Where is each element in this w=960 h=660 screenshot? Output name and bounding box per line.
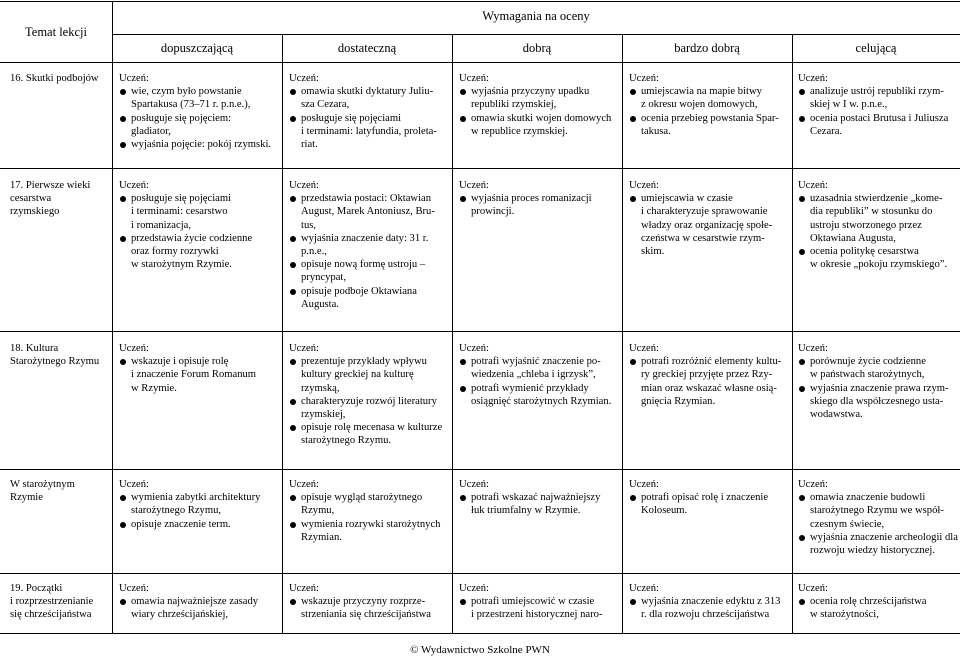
requirement-line: gnięcia Rzymian. <box>641 395 716 407</box>
requirement-line: Augusta. <box>301 298 339 310</box>
requirement-list <box>459 595 619 621</box>
requirement-item <box>289 112 449 152</box>
requirement-item <box>119 518 279 531</box>
student-label: Uczeń: <box>119 180 149 191</box>
requirement-cell <box>289 342 449 448</box>
student-label: Uczeń: <box>629 583 659 594</box>
requirement-item <box>798 112 958 138</box>
table-column-rule <box>112 1 113 633</box>
requirement-line: potrafi opisać rolę i znaczenie <box>641 492 769 504</box>
requirement-item <box>629 355 789 408</box>
requirement-item <box>119 355 279 395</box>
student-label: Uczeń: <box>459 479 489 490</box>
requirement-item <box>629 192 789 258</box>
requirement-list <box>289 491 449 544</box>
student-label: Uczeń: <box>798 583 828 594</box>
requirement-list <box>119 595 279 621</box>
requirement-line: skiego dla współczesnego usta- <box>810 395 944 407</box>
student-label: Uczeń: <box>289 343 319 354</box>
requirement-list <box>798 355 958 421</box>
requirement-item <box>798 382 958 422</box>
requirement-line: potrafi wyjaśnić znaczenie po- <box>471 356 601 368</box>
student-label: Uczeń: <box>629 180 659 191</box>
student-label: Uczeń: <box>798 343 828 354</box>
requirement-line: rozwoju wiedzy historycznej. <box>810 545 936 557</box>
requirement-cell <box>459 179 619 219</box>
requirement-line: umiejscawia na mapie bitwy <box>641 86 762 98</box>
requirement-line: wyjaśnia proces romanizacji <box>471 193 592 205</box>
requirement-line: wskazuje i opisuje rolę <box>131 356 229 368</box>
requirement-line: gladiator, <box>131 125 171 137</box>
requirement-line: r. dla rozwoju chrześcijaństwa <box>641 609 770 621</box>
grade-header-3: dobrą <box>522 41 552 55</box>
lesson-topic <box>10 179 110 219</box>
requirement-line: i charakteryzuje sprawowanie <box>641 206 768 218</box>
table-rule <box>0 331 960 332</box>
requirement-line: Rzymian. <box>301 531 342 543</box>
requirement-line: riat. <box>301 139 318 151</box>
requirement-line: i terminami: cesarstwo <box>131 206 228 218</box>
requirement-item <box>459 355 619 381</box>
requirement-list <box>289 355 449 447</box>
requirement-line: w państwach starożytnych, <box>810 369 925 381</box>
requirement-item <box>459 192 619 218</box>
requirement-item <box>119 232 279 272</box>
requirement-line: uzasadnia stwierdzenie „kome- <box>810 193 943 205</box>
requirement-cell <box>119 72 279 151</box>
table-column-rule <box>282 34 283 633</box>
requirement-item <box>629 491 789 517</box>
requirement-line: i terminami: latyfundia, proleta- <box>301 125 437 137</box>
table-rule <box>0 573 960 574</box>
requirement-item <box>119 595 279 621</box>
lesson-topic <box>10 72 110 85</box>
requirement-line: posługuje się pojęciami <box>131 193 232 205</box>
requirement-item <box>289 355 449 395</box>
lesson-topic-line: 17. Pierwsze wieki <box>10 180 91 191</box>
student-label: Uczeń: <box>119 343 149 354</box>
table-rule <box>0 62 960 63</box>
requirement-line: rzymskiej, <box>301 409 346 421</box>
requirement-line: pryncypat, <box>301 272 347 284</box>
requirement-line: oraz formy rozrywki <box>131 246 219 258</box>
requirement-line: kultury greckiej na kulturę <box>301 369 414 381</box>
requirement-line: opisuje podboje Oktawiana <box>301 285 417 297</box>
requirement-line: takusa. <box>641 125 671 137</box>
requirement-item <box>798 192 958 245</box>
requirement-cell <box>798 179 958 271</box>
student-label: Uczeń: <box>798 479 828 490</box>
requirement-list <box>119 355 279 395</box>
requirement-item <box>289 285 449 311</box>
table-rule <box>112 34 960 35</box>
requirement-cell <box>119 478 279 531</box>
requirement-line: wiedzenia „chleba i igrzysk”, <box>471 369 596 381</box>
requirement-list <box>798 192 958 271</box>
requirement-line: umiejscawia w czasie <box>641 193 733 205</box>
student-label: Uczeń: <box>629 73 659 84</box>
requirement-line: ocenia przebieg powstania Spar- <box>641 112 779 124</box>
requirement-line: wskazuje przyczyny rozprze- <box>301 596 426 608</box>
requirement-cell <box>629 342 789 408</box>
grade-header-1: dopuszczającą <box>160 41 234 55</box>
requirement-line: skiej w I w. p.n.e., <box>810 99 888 111</box>
requirement-line: charakteryzuje rozwój literatury <box>301 395 437 407</box>
requirement-line: starożytnego Rzymu. <box>301 435 392 447</box>
student-label: Uczeń: <box>119 73 149 84</box>
requirement-list <box>798 595 958 621</box>
requirement-line: tus, <box>301 219 317 231</box>
requirement-line: ustroju stworzonego przez <box>810 219 922 231</box>
requirement-line: wie, czym było powstanie <box>131 86 242 98</box>
requirement-line: i przestrzeni historycznej naro- <box>471 609 603 621</box>
table-column-rule <box>792 34 793 633</box>
requirement-cell <box>629 478 789 518</box>
requirement-line: omawia znaczenie budowli <box>810 492 926 504</box>
requirement-item <box>459 382 619 408</box>
requirement-item <box>119 138 279 151</box>
requirement-cell <box>798 582 958 622</box>
lesson-topic-line: się chrześcijaństwa <box>10 609 92 621</box>
topic-header: Temat lekcji <box>25 25 87 39</box>
requirement-line: wymienia rozrywki starożytnych <box>301 518 441 530</box>
requirement-line: republiki rzymskiej, <box>471 99 557 111</box>
requirement-item <box>459 491 619 517</box>
requirement-list <box>629 85 789 138</box>
requirement-line: Oktawiana Augusta, <box>810 232 896 244</box>
student-label: Uczeń: <box>459 180 489 191</box>
requirement-item <box>289 518 449 544</box>
grade-header-2: dostateczną <box>337 41 397 55</box>
requirement-line: starożytnego Rzymu, <box>131 505 222 517</box>
requirement-line: dia republiki” w stosunku do <box>810 206 933 218</box>
requirements-header: Wymagania na oceny <box>482 9 590 23</box>
requirement-line: ocenia postaci Brutusa i Juliusza <box>810 112 949 124</box>
copyright-footer: © Wydawnictwo Szkolne PWN <box>410 644 550 656</box>
requirement-cell <box>119 582 279 622</box>
requirement-line: Spartakusa (73–71 r. p.n.e.), <box>131 99 251 111</box>
requirement-line: skim. <box>641 246 665 258</box>
requirement-line: sza Cezara, <box>301 99 350 111</box>
requirement-line: potrafi rozróżnić elementy kultu- <box>641 356 782 368</box>
requirement-line: posługuje się pojęciami <box>301 112 402 124</box>
lesson-topic-line: rzymskiego <box>10 206 60 218</box>
requirement-line: prezentuje przykłady wpływu <box>301 356 427 368</box>
requirement-line: władzy oraz organizację społe- <box>641 219 773 231</box>
requirement-line: ocenia rolę chrześcijaństwa <box>810 596 927 608</box>
requirement-list <box>119 491 279 531</box>
grade-header-5: celującą <box>855 41 897 55</box>
requirement-line: potrafi wskazać najważniejszy <box>471 492 601 504</box>
lesson-topic-line: Starożytnego Rzymu <box>10 356 100 368</box>
table-rule <box>0 469 960 470</box>
requirement-cell <box>459 72 619 138</box>
requirement-list <box>459 85 619 138</box>
requirement-line: opisuje nową formę ustroju – <box>301 259 426 271</box>
lesson-topic-line: Rzymie <box>10 492 43 504</box>
requirement-line: prowincji. <box>471 206 515 218</box>
student-label: Uczeń: <box>289 583 319 594</box>
requirement-line: opisuje rolę mecenasa w kulturze <box>301 422 443 434</box>
requirement-line: ocenia politykę cesarstwa <box>810 246 919 258</box>
requirement-list <box>459 192 619 218</box>
requirement-list <box>459 491 619 517</box>
requirement-line: analizuje ustrój republiki rzym- <box>810 86 944 98</box>
requirement-line: mian oraz wskazać własne osią- <box>641 382 777 394</box>
requirement-line: przedstawia postaci: Oktawian <box>301 193 432 205</box>
requirement-item <box>119 85 279 111</box>
requirement-line: z okresu wojen domowych, <box>641 99 758 111</box>
requirement-item <box>289 421 449 447</box>
requirement-line: wyjaśnia przyczyny upadku <box>471 86 590 98</box>
requirement-cell <box>459 478 619 518</box>
requirement-line: wyjaśnia znaczenie edyktu z 313 <box>641 596 781 608</box>
requirement-line: i romanizacja, <box>131 219 191 231</box>
requirement-line: August, Marek Antoniusz, Bru- <box>301 206 435 218</box>
requirement-cell <box>289 582 449 622</box>
requirement-list <box>289 85 449 151</box>
requirement-cell <box>459 342 619 408</box>
requirement-item <box>629 595 789 621</box>
lesson-topic-line: W starożytnym <box>10 479 75 490</box>
requirement-line: w starożytnym Rzymie. <box>131 259 232 271</box>
requirement-line: w okresie „pokoju rzymskiego”. <box>810 259 948 271</box>
requirement-line: omawia najważniejsze zasady <box>131 596 259 608</box>
requirement-line: opisuje wygląd starożytnego <box>301 492 423 504</box>
requirement-item <box>289 85 449 111</box>
student-label: Uczeń: <box>798 180 828 191</box>
requirement-item <box>289 395 449 421</box>
student-label: Uczeń: <box>629 343 659 354</box>
requirement-item <box>119 112 279 138</box>
requirement-list <box>798 491 958 557</box>
student-label: Uczeń: <box>289 73 319 84</box>
requirement-line: w starożytności, <box>810 609 879 621</box>
requirement-item <box>289 595 449 621</box>
student-label: Uczeń: <box>459 73 489 84</box>
lesson-topic-line: 19. Początki <box>10 583 63 594</box>
requirement-item <box>798 491 958 531</box>
requirement-list <box>119 85 279 151</box>
requirement-list <box>629 595 789 621</box>
requirement-line: starożytnego Rzymu we współ- <box>810 505 944 517</box>
requirement-cell <box>798 72 958 138</box>
requirement-item <box>459 595 619 621</box>
table-rule <box>0 1 960 2</box>
lesson-topic <box>10 342 110 368</box>
student-label: Uczeń: <box>119 479 149 490</box>
lesson-topic-line: 16. Skutki podbojów <box>10 73 99 84</box>
requirement-line: osiągnięć starożytnych Rzymian. <box>471 395 612 407</box>
requirement-item <box>798 531 958 557</box>
requirement-item <box>119 491 279 517</box>
requirement-cell <box>289 478 449 544</box>
requirement-list <box>289 595 449 621</box>
requirement-cell <box>289 72 449 151</box>
requirement-item <box>798 595 958 621</box>
student-label: Uczeń: <box>119 583 149 594</box>
requirement-line: potrafi umiejscowić w czasie <box>471 596 595 608</box>
requirement-item <box>459 112 619 138</box>
requirement-line: wodawstwa. <box>810 409 863 421</box>
lesson-topic-line: i rozprzestrzenianie <box>10 596 94 608</box>
requirement-line: rzymską, <box>301 382 340 394</box>
requirement-line: wyjaśnia znaczenie prawa rzym- <box>810 382 949 394</box>
requirement-list <box>459 355 619 408</box>
requirement-list <box>629 491 789 517</box>
requirement-item <box>798 85 958 111</box>
requirement-item <box>119 192 279 232</box>
requirement-cell <box>119 342 279 395</box>
student-label: Uczeń: <box>798 73 828 84</box>
table-rule <box>0 633 960 634</box>
requirement-line: w republice rzymskiej. <box>471 125 568 137</box>
requirement-cell <box>629 72 789 138</box>
requirement-cell <box>629 582 789 622</box>
lesson-topic-line: cesarstwa <box>10 193 52 205</box>
table-column-rule <box>452 34 453 633</box>
lesson-topic <box>10 582 110 622</box>
requirement-line: Koloseum. <box>641 505 688 517</box>
requirement-line: p.n.e., <box>301 246 327 258</box>
requirement-list <box>629 355 789 408</box>
requirement-list <box>629 192 789 258</box>
requirement-item <box>798 355 958 381</box>
requirement-line: łuk triumfalny w Rzymie. <box>471 505 581 517</box>
requirement-line: w Rzymie. <box>131 382 177 394</box>
requirement-line: porównuje życie codzienne <box>810 356 926 368</box>
requirement-cell <box>119 179 279 271</box>
requirement-line: przedstawia życie codzienne <box>131 232 253 244</box>
requirement-line: wymienia zabytki architektury <box>131 492 261 504</box>
requirement-line: strzeniania się chrześcijaństwa <box>301 609 432 621</box>
requirement-list <box>119 192 279 271</box>
requirement-line: omawia skutki dyktatury Juliu- <box>301 86 434 98</box>
requirement-line: czesnym świecie, <box>810 518 885 530</box>
requirement-line: wiary chrześcijańskiej, <box>131 609 229 621</box>
table-rule <box>0 168 960 169</box>
lesson-topic-line: 18. Kultura <box>10 343 59 354</box>
requirement-cell <box>459 582 619 622</box>
requirement-line: omawia skutki wojen domowych <box>471 112 612 124</box>
requirement-item <box>459 85 619 111</box>
student-label: Uczeń: <box>289 180 319 191</box>
requirement-line: i znaczenie Forum Romanum <box>131 369 257 381</box>
requirement-cell <box>798 478 958 557</box>
student-label: Uczeń: <box>289 479 319 490</box>
requirement-line: czeństwa w cesarstwie rzym- <box>641 232 765 244</box>
requirement-cell <box>289 179 449 311</box>
requirement-line: wyjaśnia znaczenie archeologii dla <box>810 531 958 543</box>
requirement-line: wyjaśnia znaczenie daty: 31 r. <box>301 232 429 244</box>
requirement-item <box>798 245 958 271</box>
table-column-rule <box>622 34 623 633</box>
requirement-cell <box>629 179 789 258</box>
requirement-list <box>798 85 958 138</box>
requirement-line: potrafi wymienić przykłady <box>471 382 589 394</box>
requirement-item <box>629 112 789 138</box>
grade-header-4: bardzo dobrą <box>674 41 740 55</box>
requirement-line: opisuje znaczenie term. <box>131 518 231 530</box>
requirement-item <box>289 491 449 517</box>
requirement-line: Rzymu, <box>301 505 335 517</box>
student-label: Uczeń: <box>459 583 489 594</box>
student-label: Uczeń: <box>459 343 489 354</box>
requirement-item <box>629 85 789 111</box>
lesson-topic <box>10 478 110 504</box>
requirement-line: Cezara. <box>810 125 843 137</box>
student-label: Uczeń: <box>629 479 659 490</box>
requirement-list <box>289 192 449 311</box>
requirement-line: posługuje się pojęciem: <box>131 112 232 124</box>
requirement-item <box>289 258 449 284</box>
requirement-line: ry greckiej przyjęte przez Rzy- <box>641 369 773 381</box>
requirement-cell <box>798 342 958 421</box>
requirement-line: wyjaśnia pojęcie: pokój rzymski. <box>131 139 272 151</box>
requirement-item <box>289 192 449 232</box>
requirement-item <box>289 232 449 258</box>
